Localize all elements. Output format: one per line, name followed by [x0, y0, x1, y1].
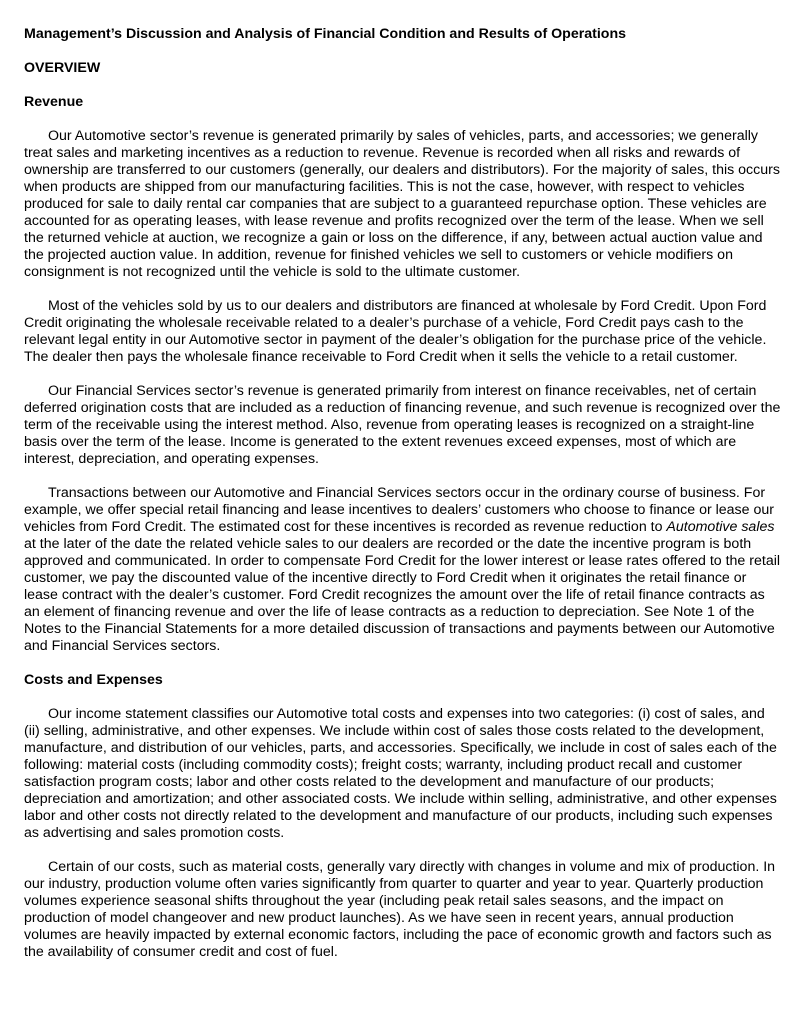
- costs-paragraph: Our income statement classifies our Automotive total costs and expenses into two categories: (i) cost of sales, and (ii) selling, administrative, and other expenses. We include within cost of sales those costs related to the development, manufacture, and distribution of our vehicles, parts, and accessories. Specifically, we include in cost of sales each of the following: material costs (including commodity costs); freight costs; warranty, including product recall and customer satisfaction program costs; labor and other costs related to the development and manufacture of our products; depreciation and amortization; and other associated costs. We include within selling, administrative, and other expenses labor and other costs not directly related to the development and manufacture of our products, including such expenses as advertising and sales promotion costs.: [24, 706, 777, 841]
- transactions-text-part: at the later of the date the related vehicle sales to our dealers are recorded or the date the incentive program is both approved and communicated. In order to compensate Ford Credit for the lower interest or lease rates offered to the retail customer, we pay the discounted value of the incentive directly to Ford Credit when it originates the retail finance or lease contract with the dealer’s customer. Ford Credit recognizes the amount over the life of retail finance contracts as an element of financing revenue and over the life of lease contracts as a reduction to depreciation. See Note 1 of the Notes to the Financial Statements for a more detailed discussion of transactions and payments between our Automotive and Financial Services sectors.: [24, 536, 781, 654]
- costs-paragraph: Certain of our costs, such as material costs, generally vary directly with changes in volume and mix of production. In our industry, production volume often varies significantly from quarter to quarter and year to year. Quarterly production volumes experience seasonal shifts throughout the year (including peak retail sales seasons, and the impact on production of model changeover and new product launches). As we have seen in recent years, annual production volumes are heavily impacted by external economic factors, including the pace of economic growth and factors such as the availability of consumer credit and cost of fuel.: [24, 859, 776, 960]
- transactions-text-part: Transactions between our Automotive and Financial Services sectors occur in the ordinary course of business. For example, we offer special retail financing and lease incentives to dealers’ customers who choose to finance or lease our vehicles from Ford Credit. The estimated cost for these incentives is recorded as revenue reduction to: [24, 485, 774, 535]
- revenue-paragraph: Our Automotive sector’s revenue is generated primarily by sales of vehicles, parts, and accessories; we generally treat sales and marketing incentives as a reduction to revenue. Revenue is recorded when all risks and rewards of ownership are transferred to our customers (generally, our dealers and distributors). For the majority of sales, this occurs when products are shipped from our manufacturing facilities. This is not the case, however, with respect to vehicles produced for sale to daily rental car companies that are subject to a guaranteed repurchase option. These vehicles are accounted for as operating leases, with lease revenue and profits recognized over the term of the lease. When we sell the returned vehicle at auction, we recognize a gain or loss on the difference, if any, between actual auction value and the projected auction value. In addition, revenue for finished vehicles we sell to customers or vehicle modifiers on consignment is not recognized until the vehicle is sold to the ultimate customer.: [24, 128, 780, 280]
- transactions-paragraph: [24, 485, 782, 655]
- revenue-paragraph: Most of the vehicles sold by us to our dealers and distributors are financed at wholesale by Ford Credit. Upon Ford Credit originating the wholesale receivable related to a dealer’s purchase of a vehicle, Ford Credit pays cash to the relevant legal entity in our Automotive sector in payment of the dealer’s obligation for the purchase price of the vehicle. The dealer then pays the wholesale finance receivable to Ford Credit when it sells the vehicle to a retail customer.: [24, 298, 767, 365]
- page-title: Management’s Discussion and Analysis of Financial Condition and Results of Operations: [24, 26, 627, 42]
- italic-term: Automotive sales: [666, 519, 775, 535]
- revenue-paragraph: Our Financial Services sector’s revenue is generated primarily from interest on finance receivables, net of certain deferred origination costs that are included as a reduction of financing revenue, and such revenue is recognized over the term of the receivable using the interest method. Also, revenue from operating leases is recognized on a straight-line basis over the term of the lease. Income is generated to the extent revenues exceed expenses, most of which are interest, depreciation, and operating expenses.: [24, 383, 781, 467]
- section-heading-overview: OVERVIEW: [24, 60, 101, 76]
- section-heading-revenue: Revenue: [24, 94, 84, 110]
- section-heading-costs: Costs and Expenses: [24, 672, 163, 688]
